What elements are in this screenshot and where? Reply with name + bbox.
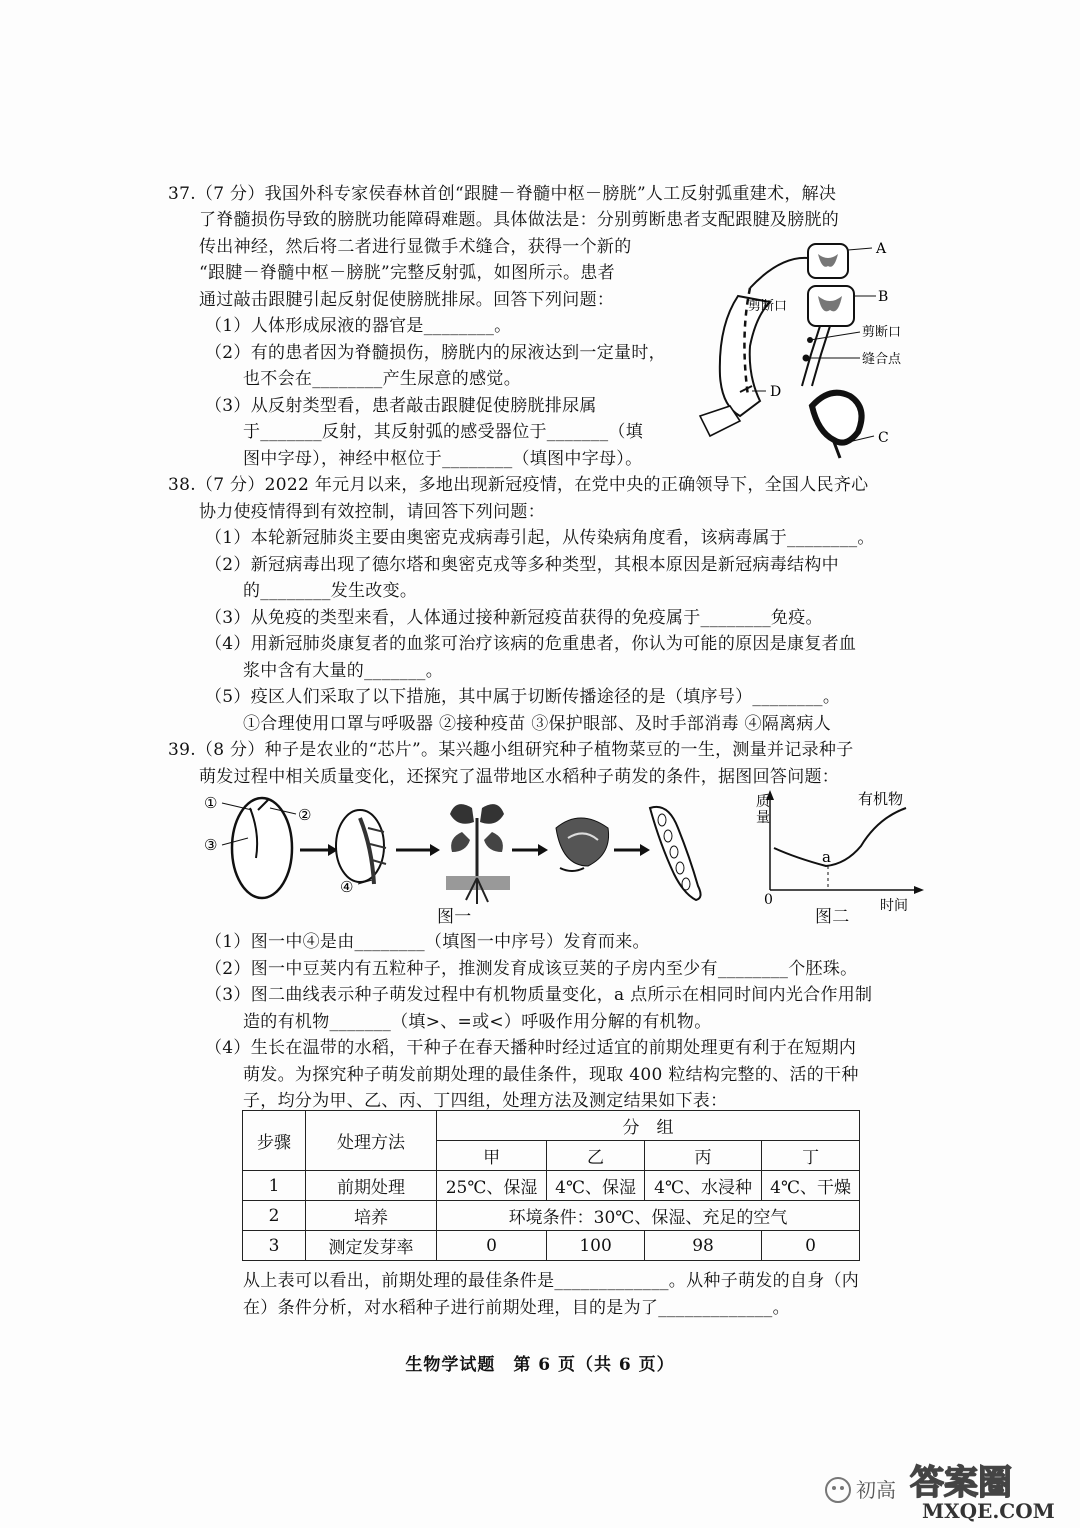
table-cell: 培养 <box>306 1201 437 1231</box>
label-C: C <box>878 430 889 446</box>
table-cell: 4℃、保湿 <box>547 1171 645 1201</box>
table-cell: 测定发芽率 <box>306 1231 437 1261</box>
q37-line-5: 通过敲击跟腱引起反射促使膀胱排尿。回答下列问题： <box>199 290 615 310</box>
table-cell: 100 <box>547 1231 645 1261</box>
table-header-method: 处理方法 <box>306 1111 437 1171</box>
q38-subq-5: （5）疫区人们采取了以下措施，其中属于切断传播途径的是（填序号）________。 <box>205 687 841 707</box>
table-cell: 2 <box>243 1201 306 1231</box>
table-cell: 98 <box>644 1231 761 1261</box>
flower-icon <box>556 818 609 871</box>
q39-conclusion-2: 在）条件分析，对水稻种子进行前期处理，目的是为了_____________。 <box>243 1298 790 1318</box>
fig2-point-a: a <box>822 848 831 866</box>
q37-line-4: “跟腱－脊髓中枢－膀胱”完整反射弧，如图所示。患者 <box>199 263 615 283</box>
fig2-caption: 图二 <box>815 907 850 927</box>
table-cell: 4℃、水浸种 <box>644 1171 761 1201</box>
q37-subq-1: （1）人体形成尿液的器官是________。 <box>205 316 512 336</box>
table-row <box>243 1231 860 1261</box>
table-cell: 1 <box>243 1171 306 1201</box>
table-cell: 0 <box>762 1231 860 1261</box>
q39-subq-4-cont2: 子，均分为甲、乙、丙、丁四组，处理方法及测定结果如下表： <box>243 1091 728 1111</box>
q38-subq-2: （2）新冠病毒出现了德尔塔和奥密克戎等多种类型，其根本原因是新冠病毒结构中 <box>205 555 839 575</box>
watermark-logo-icon <box>822 1460 1072 1522</box>
fig1-caption: 图一 <box>437 907 472 927</box>
table-cell: 0 <box>437 1231 547 1261</box>
label-cut-1: 剪断口 <box>748 299 788 314</box>
q38-subq-1: （1）本轮新冠肺炎主要由奥密克戎病毒引起，从传染病角度看，该病毒属于________。 <box>205 528 875 548</box>
table-cell: 3 <box>243 1231 306 1261</box>
q39-subq-2: （2）图一中豆荚内有五粒种子，推测发育成该豆荚的子房内至少有________个胚珠。 <box>205 959 858 979</box>
q39-subq-3-cont: 造的有机物_______（填>、=或<）呼吸作用分解的有机物。 <box>243 1012 712 1032</box>
q37-subq-2-cont: 也不会在________产生尿意的感觉。 <box>243 369 521 389</box>
spinal-cord-section-upper <box>808 244 848 278</box>
table-cell: 4℃、干燥 <box>762 1171 860 1201</box>
watermark-brand: 答案圈 <box>910 1463 1012 1503</box>
table-row <box>243 1171 860 1201</box>
fig2-curve-label: 有机物 <box>858 790 904 808</box>
q37-line-3: 传出神经，然后将二者进行显微手术缝合，获得一个新的 <box>199 237 632 257</box>
q37-subq-3-cont: 于_______反射，其反射弧的感受器位于_______（填 <box>243 422 643 442</box>
spinal-cord-section-lower <box>808 286 854 326</box>
label-suture: 缝合点 <box>862 352 902 367</box>
fig2-xlabel: 时间 <box>880 898 908 914</box>
fig2-origin: 0 <box>764 892 773 908</box>
label-cut-2: 剪断口 <box>862 325 902 340</box>
table-group-bing: 丙 <box>644 1141 761 1171</box>
q38-subq-2-cont: 的________发生改变。 <box>243 581 418 601</box>
table-group-yi: 乙 <box>547 1141 645 1171</box>
watermark-url: MXQE.COM <box>922 1499 1055 1522</box>
q37-line-1: 37.（7 分）我国外科专家侯春林首创“跟腱－脊髓中枢－膀胱”人工反射弧重建术，解决 <box>168 184 837 204</box>
label-B: B <box>878 289 889 305</box>
q38-line-1: 38.（7 分）2022 年元月以来，多地出现新冠疫情，在党中央的正确领导下，全国人民齐心 <box>168 475 869 495</box>
q39-conclusion-1: 从上表可以看出，前期处理的最佳条件是_____________。从种子萌发的自身（内 <box>243 1271 860 1291</box>
q38-subq-4-cont: 浆中含有大量的_______。 <box>243 661 443 681</box>
experiment-table <box>242 1110 860 1261</box>
bean-pod-icon <box>650 807 701 900</box>
fig2-ylabel-2: 量 <box>756 810 770 826</box>
bladder-outline <box>812 393 862 443</box>
q39-line-2: 萌发过程中相关质量变化，还探究了温带地区水稻种子萌发的条件，据图回答问题： <box>199 767 840 787</box>
q39-subq-3: （3）图二曲线表示种子萌发过程中有机物质量变化，a 点所示在相同时间内光合作用制 <box>205 985 873 1005</box>
q37-subq-2: （2）有的患者因为脊髓损伤，膀胱内的尿液达到一定量时， <box>205 343 666 363</box>
q39-line-1: 39.（8 分）种子是农业的“芯片”。某兴趣小组研究种子植物菜豆的一生，测量并记录种子 <box>168 740 854 760</box>
table-header-group: 分 组 <box>437 1111 860 1141</box>
fig1-label-2: ② <box>298 806 312 824</box>
label-D: D <box>770 384 782 400</box>
reflex-arc-figure <box>690 236 920 466</box>
table-row <box>243 1201 860 1231</box>
fig1-label-3: ③ <box>204 836 218 854</box>
q37-line-2: 了脊髓损伤导致的膀胱功能障碍难题。具体做法是：分别剪断患者支配跟腱及膀胱的 <box>199 210 840 230</box>
fig1-label-1: ① <box>204 794 218 812</box>
watermark-channel: 初高 <box>856 1478 896 1502</box>
q38-subq-4: （4）用新冠肺炎康复者的血浆可治疗该病的危重患者，你认为可能的原因是康复者血 <box>205 634 857 654</box>
table-group-ding: 丁 <box>762 1141 860 1171</box>
watermark <box>822 1460 1072 1522</box>
q39-subq-4: （4）生长在温带的水稻，干种子在春天播种时经过适宜的前期处理更有利于在短期内 <box>205 1038 857 1058</box>
q38-subq-3: （3）从免疫的类型来看，人体通过接种新冠疫苗获得的免疫属于________免疫。 <box>205 608 823 628</box>
fig1-label-4: ④ <box>340 878 354 896</box>
fig2-curve <box>774 808 906 866</box>
table-cell: 前期处理 <box>306 1171 437 1201</box>
label-A: A <box>876 241 887 257</box>
q38-line-2: 协力使疫情得到有效控制，请回答下列问题： <box>199 502 545 522</box>
table-cell: 25℃、保湿 <box>437 1171 547 1201</box>
page-footer: 生物学试题 第 6 页（共 6 页） <box>405 1355 675 1375</box>
table-cell-merged: 环境条件：30℃、保湿、充足的空气 <box>437 1201 860 1231</box>
q38-options: ①合理使用口罩与呼吸器 ②接种疫苗 ③保护眼部、及时手部消毒 ④隔离病人 <box>243 714 832 734</box>
germinating-seed-icon <box>336 810 386 884</box>
q37-subq-3-cont2: 图中字母），神经中枢位于________（填图中字母）。 <box>243 449 643 469</box>
seedling-icon <box>446 804 510 904</box>
table-group-jia: 甲 <box>437 1141 547 1171</box>
table-header-step: 步骤 <box>243 1111 306 1171</box>
q39-subq-1: （1）图一中④是由________（填图一中序号）发育而来。 <box>205 932 650 952</box>
q37-subq-3: （3）从反射类型看，患者敲击跟腱促使膀胱排尿属 <box>205 396 597 416</box>
fig2-ylabel-1: 质 <box>756 794 770 810</box>
bean-seed-icon <box>232 798 292 898</box>
q39-subq-4-cont: 萌发。为探究种子萌发前期处理的最佳条件，现取 400 粒结构完整的、活的干种 <box>243 1065 859 1085</box>
